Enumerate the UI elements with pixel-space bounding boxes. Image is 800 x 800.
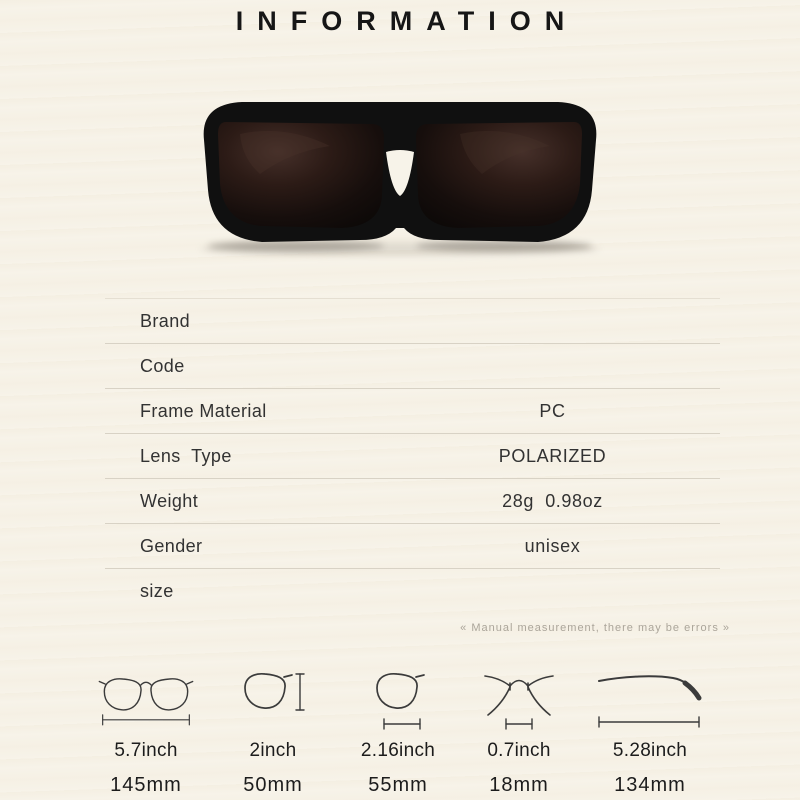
measurement-inch-label: 5.28inch bbox=[612, 740, 688, 761]
spec-row-size bbox=[105, 569, 720, 613]
measurement-lens-height bbox=[208, 664, 338, 797]
spec-row-code bbox=[105, 344, 720, 389]
measurement-inch-label: 5.7inch bbox=[114, 740, 178, 761]
measurement-bridge-width bbox=[454, 664, 584, 797]
measurement-mm-label: 145mm bbox=[110, 774, 182, 796]
spec-table bbox=[105, 298, 720, 613]
measurement-disclaimer: « Manual measurement, there may be errors » bbox=[460, 622, 730, 634]
spec-label: Weight bbox=[140, 490, 199, 511]
spec-row-brand bbox=[105, 298, 720, 344]
sunglasses-front-icon bbox=[190, 88, 610, 263]
lens-height-icon bbox=[208, 664, 338, 734]
measurement-frame-width bbox=[81, 664, 211, 797]
spec-label: Gender bbox=[140, 535, 203, 556]
spec-label: Brand bbox=[140, 310, 191, 331]
product-image-sunglasses bbox=[190, 88, 610, 263]
measurement-inch-label: 2inch bbox=[249, 740, 297, 761]
spec-value: unisex bbox=[524, 535, 581, 556]
measurement-mm-label: 55mm bbox=[368, 774, 428, 796]
spec-row-frame-material bbox=[105, 389, 720, 434]
temple-length-icon bbox=[585, 664, 715, 734]
spec-row-lens-type bbox=[105, 434, 720, 479]
glasses-frame-width-icon bbox=[81, 664, 211, 734]
spec-row-weight bbox=[105, 479, 720, 524]
bridge-width-icon bbox=[454, 664, 584, 734]
measurement-mm-label: 18mm bbox=[489, 774, 549, 796]
spec-label: Frame Material bbox=[140, 400, 267, 421]
measurement-temple-length bbox=[585, 664, 715, 797]
spec-value: PC bbox=[539, 400, 566, 421]
measurement-mm-label: 50mm bbox=[243, 774, 303, 796]
measurement-inch-label: 2.16inch bbox=[360, 740, 436, 761]
spec-row-gender bbox=[105, 524, 720, 569]
measurement-mm-label: 134mm bbox=[614, 774, 686, 796]
spec-label: Code bbox=[140, 355, 185, 376]
spec-label: Lens Type bbox=[140, 445, 232, 466]
lens-width-icon bbox=[333, 664, 463, 734]
page-title: INFORMATION bbox=[235, 6, 579, 36]
spec-value: 28g 0.98oz bbox=[502, 490, 603, 511]
measurement-lens-width bbox=[333, 664, 463, 797]
spec-value: POLARIZED bbox=[498, 445, 607, 466]
measurement-inch-label: 0.7inch bbox=[487, 740, 551, 761]
spec-label: size bbox=[140, 580, 174, 601]
